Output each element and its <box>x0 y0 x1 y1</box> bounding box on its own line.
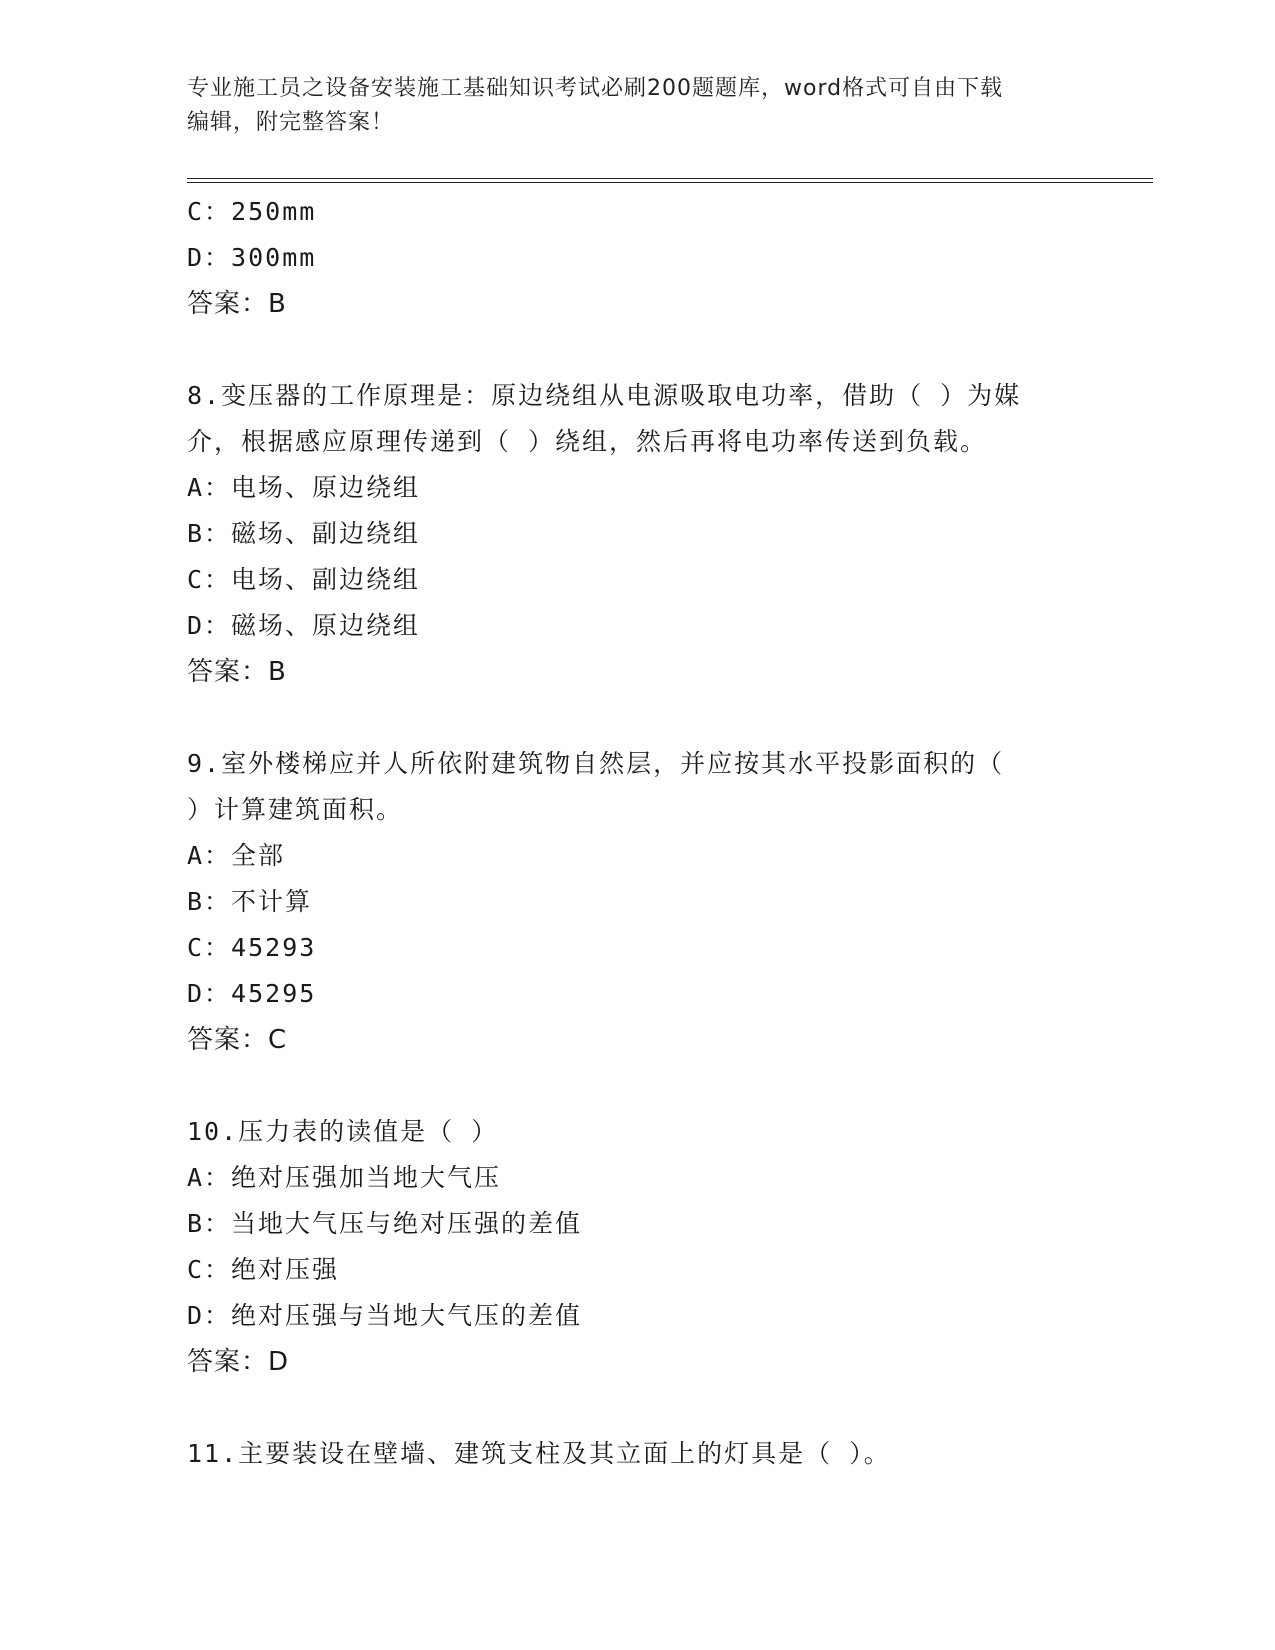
option-b: B：磁场、副边绕组 <box>187 519 421 548</box>
question-11 <box>187 1431 1087 1477</box>
header-title-line-2: 编辑，附完整答案！ <box>187 110 395 135</box>
question-8 <box>187 373 1087 695</box>
option-b: B：当地大气压与绝对压强的差值 <box>187 1209 583 1238</box>
question-text-line: 介，根据感应原理传递到（ ）绕组，然后再将电功率传送到负载。 <box>187 427 988 456</box>
question-text-line: 8.变压器的工作原理是：原边绕组从电源吸取电功率，借助（ ）为媒 <box>187 381 1022 410</box>
option-c: C：45293 <box>187 933 317 962</box>
option-c: C：绝对压强 <box>187 1255 340 1284</box>
question-text-line: ）计算建筑面积。 <box>187 795 404 824</box>
option-d: D：45295 <box>187 979 317 1008</box>
spacer <box>187 327 1087 373</box>
question-text-line: 9.室外楼梯应并人所依附建筑物自然层，并应按其水平投影面积的（ <box>187 749 1005 778</box>
question-text-line: 11.主要装设在壁墙、建筑支柱及其立面上的灯具是（ ）。 <box>187 1439 891 1468</box>
answer-line: 答案：B <box>187 289 287 319</box>
answer-line: 答案：B <box>187 657 287 687</box>
question-7-continuation <box>187 189 1087 327</box>
option-a: A：绝对压强加当地大气压 <box>187 1163 502 1192</box>
header-divider-bottom <box>187 182 1153 183</box>
document-header <box>187 72 1087 140</box>
option-a: A：全部 <box>187 841 286 870</box>
spacer <box>187 695 1087 741</box>
option-a: A：电场、原边绕组 <box>187 473 421 502</box>
header-divider-top <box>187 178 1153 179</box>
option-d: D：300mm <box>187 243 317 272</box>
question-10 <box>187 1109 1087 1385</box>
option-b: B：不计算 <box>187 887 313 916</box>
header-title-line-1: 专业施工员之设备安装施工基础知识考试必刷200题题库，word格式可自由下载 <box>187 76 1004 101</box>
question-9 <box>187 741 1087 1063</box>
question-list <box>187 189 1087 1477</box>
question-text-line: 10.压力表的读值是（ ） <box>187 1117 499 1146</box>
option-d: D：绝对压强与当地大气压的差值 <box>187 1301 583 1330</box>
option-c: C：250mm <box>187 197 317 226</box>
spacer <box>187 1063 1087 1109</box>
answer-line: 答案：C <box>187 1025 288 1055</box>
answer-line: 答案：D <box>187 1347 290 1377</box>
option-d: D：磁场、原边绕组 <box>187 611 421 640</box>
spacer <box>187 1385 1087 1431</box>
option-c: C：电场、副边绕组 <box>187 565 421 594</box>
